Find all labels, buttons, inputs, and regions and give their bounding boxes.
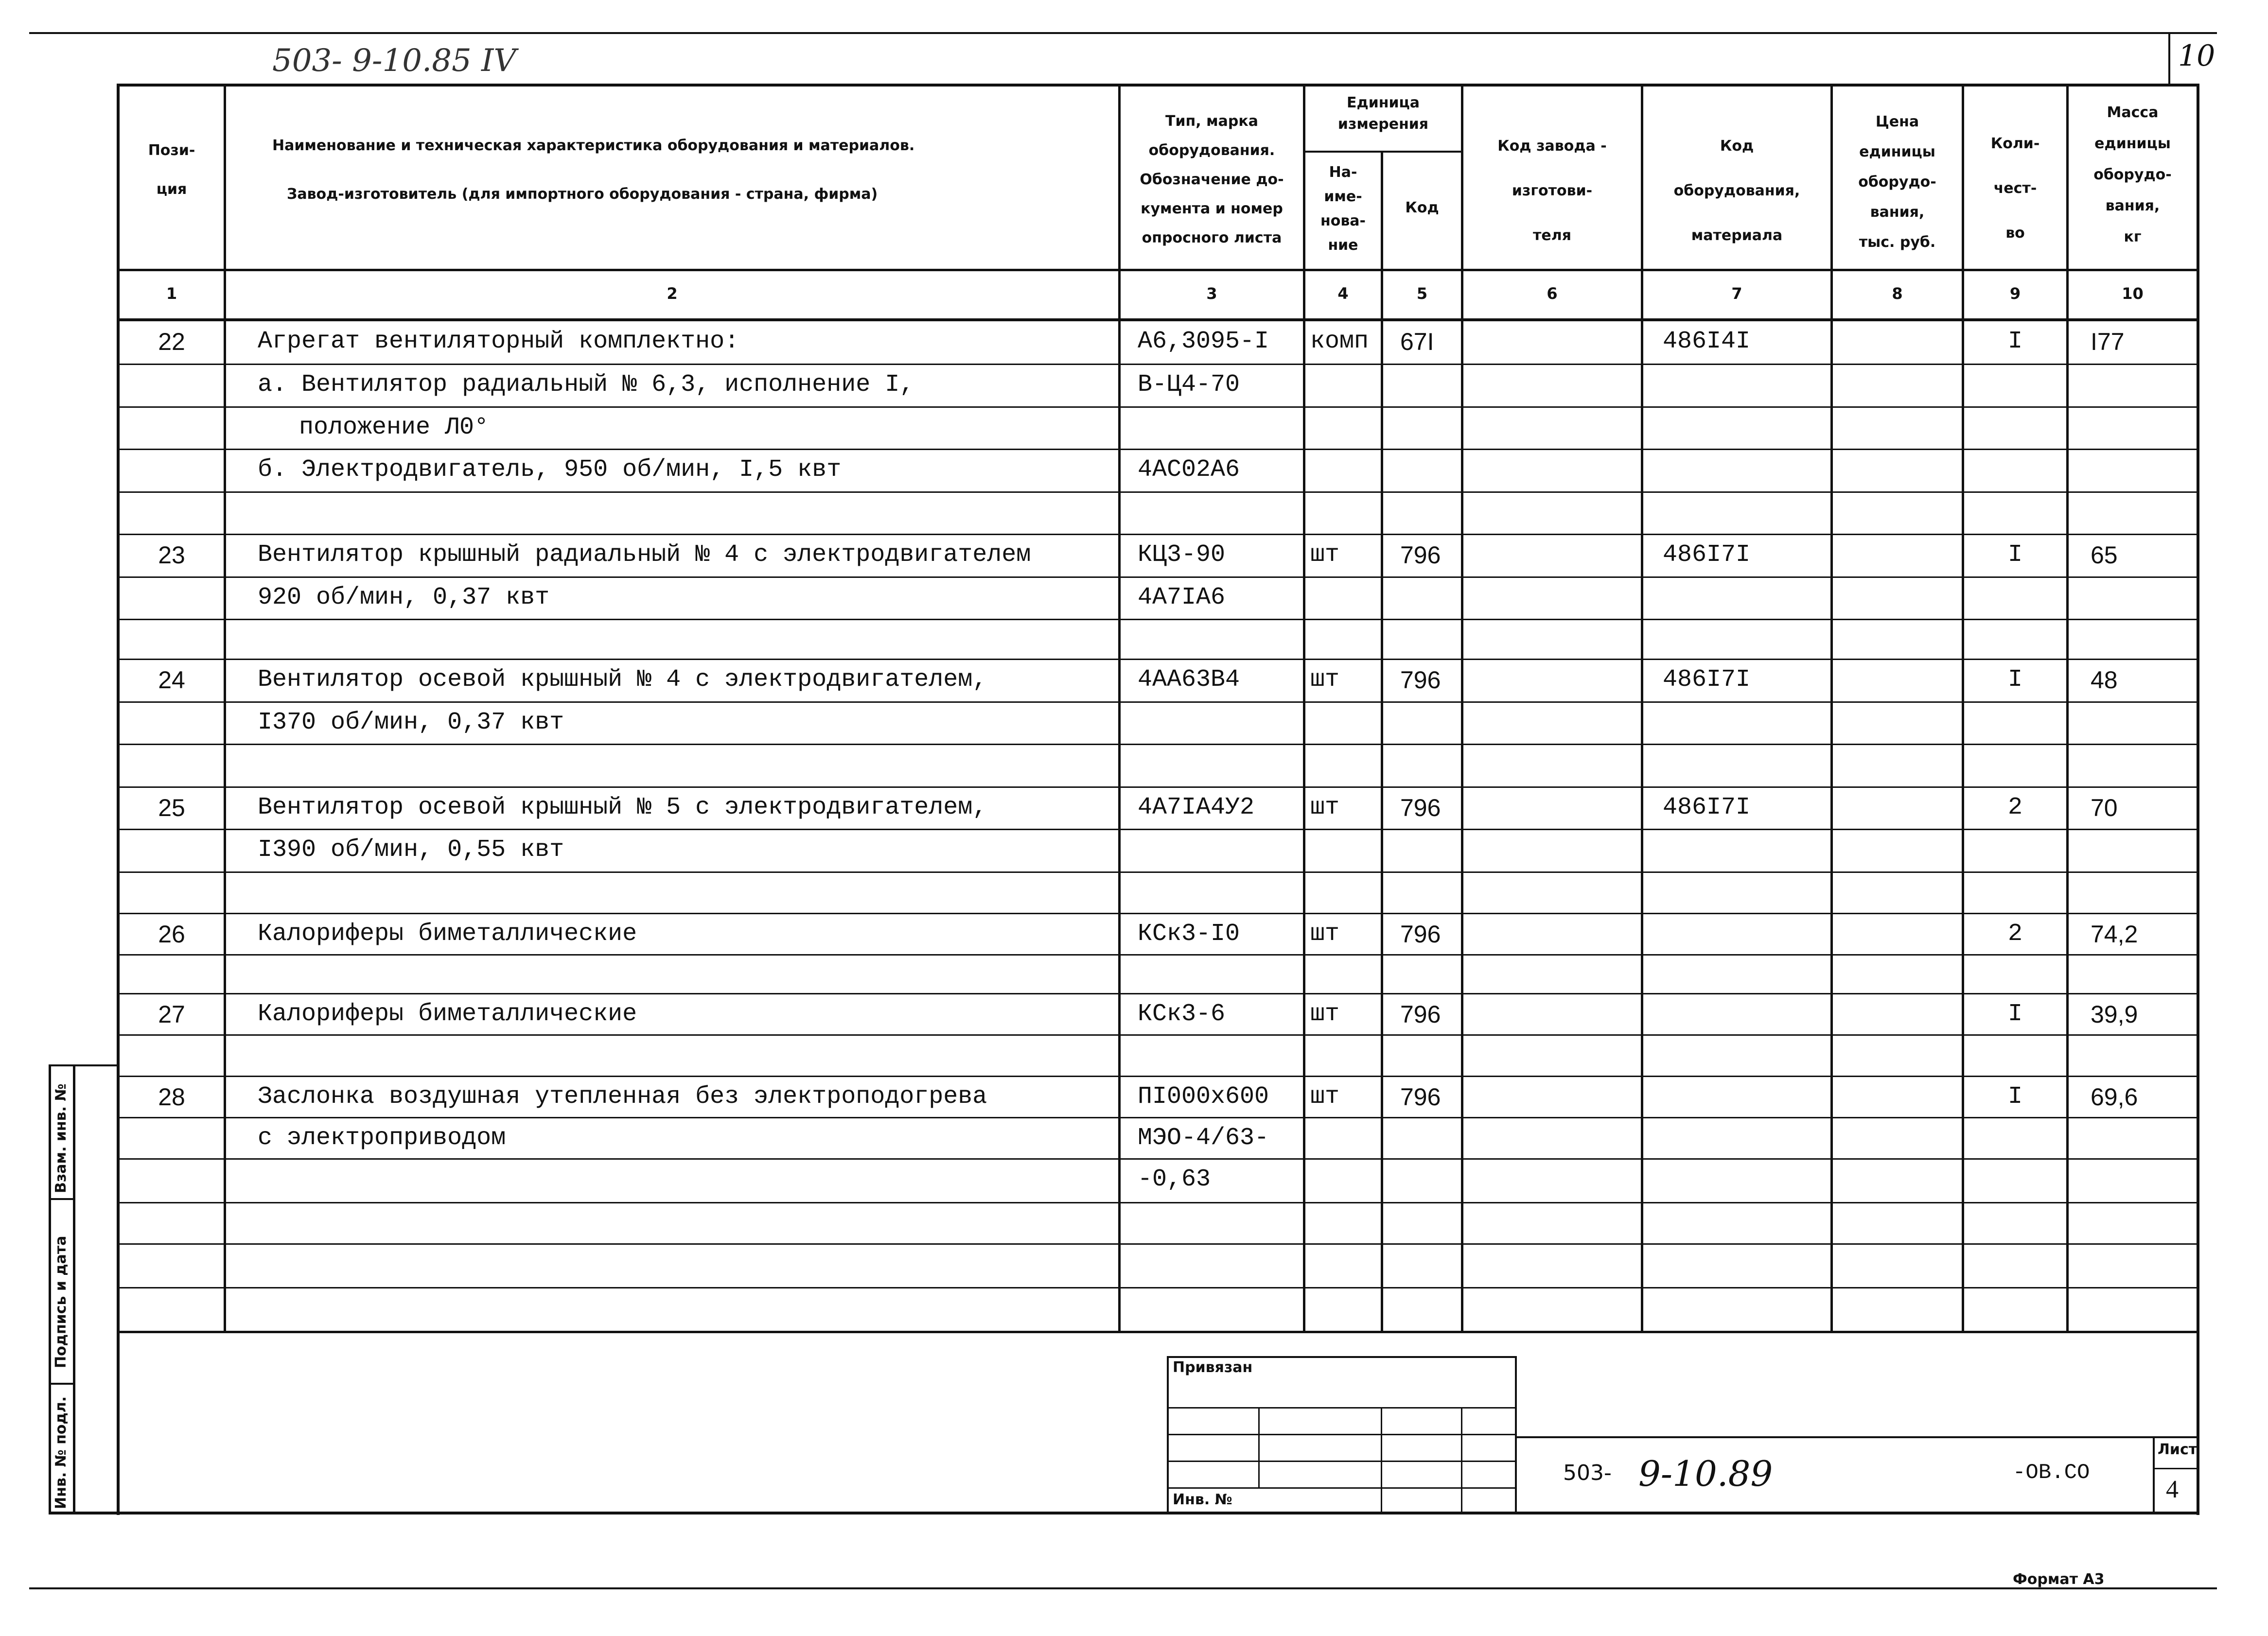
row-12-mass: 70 [2091,794,2118,821]
row-21-type: -0,63 [1138,1166,1211,1193]
row-19-name: Заслонка воздушная утепленная без электроподогрева [258,1083,987,1111]
row-13-name: I390 об/мин, 0,55 квт [258,836,564,864]
side-label-podpis: Подпись и дата [53,1236,70,1368]
row-4-type: 4АС02А6 [1138,456,1240,484]
row-17-code: 796 [1400,1001,1441,1028]
col-number-8: 8 [1892,284,1903,303]
row-9-type: 4АА63В4 [1138,666,1240,694]
row-divider [117,1287,2198,1288]
stamp-doc-code-hand: 9-10.89 [1638,1453,1773,1494]
col-number-4: 4 [1337,284,1349,303]
row-divider [117,659,2198,660]
col-number-1: 1 [166,284,177,303]
row-divider [117,491,2198,493]
row-9-pos: 24 [158,666,185,694]
row-divider [117,913,2198,914]
row-1-type: А6,3095-I [1138,328,1269,355]
row-6-type: КЦ3-90 [1138,541,1226,569]
row-15-qty: 2 [2007,920,2022,948]
row-divider [117,534,2198,535]
stamp-sheet-label: Лист [2158,1441,2198,1458]
col-number-7: 7 [1731,284,1742,303]
header-name-line2: Завод-изготовитель (для импортного оборудования - страна, фирма) [287,186,878,203]
row-12-unit: шт [1310,794,1340,821]
row-divider [117,744,2198,745]
header-unit-name: На- име- нова- ние [1320,164,1366,254]
row-1-pos: 22 [158,328,185,355]
row-divider [117,1202,2198,1203]
row-2-name: а. Вентилятор радиальный № 6,3, исполнение I, [258,371,914,399]
row-9-mat-code: 486I7I [1663,666,1751,694]
row-3-name: положение Л0° [299,414,489,441]
header-unit-code: Код [1405,199,1439,216]
col-number-6: 6 [1547,284,1558,303]
header-position: Пози- ция [148,142,195,198]
row-6-mat-code: 486I7I [1663,541,1751,569]
row-15-pos: 26 [158,921,185,948]
row-divider [117,576,2198,578]
header-material-code: Код оборудования, материала [1673,138,1800,244]
row-9-unit: шт [1310,666,1340,694]
stamp-doc-suffix: -ОВ.СО [2013,1461,2090,1485]
stamp-privyazan: Привязан [1173,1359,1253,1376]
header-plant-code: Код завода - изготови- теля [1497,138,1607,244]
row-6-pos: 23 [158,541,185,569]
col-number-10: 10 [2122,284,2144,303]
corner-sheet-number: 10 [2178,39,2215,73]
row-12-pos: 25 [158,794,185,821]
stamp-doc-prefix: 503- [1563,1461,1612,1485]
row-1-mass: I77 [2091,328,2125,355]
row-12-mat-code: 486I7I [1663,794,1751,821]
row-19-mass: 69,6 [2091,1083,2138,1111]
row-12-name: Вентилятор осевой крышный № 5 с электродвигателем, [258,794,987,821]
header-unit-group: Единица измерения [1337,94,1429,133]
row-divider [117,954,2198,956]
row-9-name: Вентилятор осевой крышный № 4 с электродвигателем, [258,666,987,694]
col-number-2: 2 [667,284,678,303]
row-1-unit: комп [1310,328,1369,355]
row-divider [117,1158,2198,1160]
row-19-unit: шт [1310,1083,1340,1111]
row-7-name: 920 об/мин, 0,37 квт [258,584,550,611]
col-number-5: 5 [1416,284,1428,303]
stamp-inv-no: Инв. № [1173,1491,1232,1508]
row-2-type: В-Ц4-70 [1138,371,1240,399]
header-quantity: Коли- чест- во [1990,135,2040,242]
header-name-line1: Наименование и техническая характеристика оборудования и материалов. [272,137,915,154]
row-15-unit: шт [1310,920,1340,948]
row-17-pos: 27 [158,1001,185,1028]
row-15-name: Калориферы биметаллические [258,920,637,948]
side-label-inv-podl: Инв. № подл. [53,1396,70,1509]
row-divider [117,1243,2198,1245]
row-10-name: I370 об/мин, 0,37 квт [258,709,564,736]
row-6-unit: шт [1310,541,1340,569]
row-20-type: МЭО-4/63- [1138,1124,1269,1152]
row-12-qty: 2 [2007,794,2022,821]
row-6-qty: I [2007,541,2022,569]
row-divider [117,406,2198,408]
row-15-mass: 74,2 [2091,921,2138,948]
row-1-qty: I [2007,328,2022,355]
row-17-type: КСк3-6 [1138,1000,1226,1028]
row-divider [117,829,2198,830]
row-19-type: ПI000х600 [1138,1083,1269,1111]
row-15-type: КСк3-I0 [1138,920,1240,948]
header-price: Цена единицы оборудо- вания, тыс. руб. [1858,113,1936,251]
row-divider [117,1076,2198,1077]
row-divider [117,993,2198,994]
row-6-code: 796 [1400,541,1441,569]
side-label-vzam: Взам. инв. № [53,1083,70,1193]
row-12-code: 796 [1400,794,1441,821]
row-17-qty: I [2007,1000,2022,1028]
row-divider [117,449,2198,450]
row-12-type: 4А7IА4У2 [1138,794,1255,821]
row-1-code: 67I [1400,328,1434,355]
row-1-name: Агрегат вентиляторный комплектно: [258,328,739,355]
row-9-code: 796 [1400,666,1441,694]
row-17-name: Калориферы биметаллические [258,1000,637,1028]
header-type: Тип, марка оборудования. Обозначение до- кумента и номер опросного листа [1140,113,1284,246]
row-19-pos: 28 [158,1083,185,1111]
row-6-mass: 65 [2091,541,2118,569]
row-6-name: Вентилятор крышный радиальный № 4 с электродвигателем [258,541,1031,569]
row-9-mass: 48 [2091,666,2118,694]
stamp-sheet-value: 4 [2166,1476,2179,1503]
format-label: Формат А3 [2013,1571,2105,1588]
row-divider [117,871,2198,873]
row-divider [117,701,2198,703]
row-9-qty: I [2007,666,2022,694]
row-4-name: б. Электродвигатель, 950 об/мин, I,5 квт [258,456,842,484]
row-divider [117,1034,2198,1036]
row-divider [117,619,2198,620]
row-divider [117,1117,2198,1118]
row-1-mat-code: 486I4I [1663,328,1751,355]
row-7-type: 4А7IА6 [1138,584,1226,611]
row-17-mass: 39,9 [2091,1001,2138,1028]
row-20-name: с электроприводом [258,1124,506,1152]
row-divider [117,364,2198,365]
row-17-unit: шт [1310,1000,1340,1028]
col-number-3: 3 [1206,284,1217,303]
row-19-code: 796 [1400,1083,1441,1111]
handwritten-doc-code: 503- 9-10.85 IV [272,43,516,79]
header-mass: Масса единицы оборудо- вания, кг [2093,104,2172,245]
row-19-qty: I [2007,1083,2022,1111]
col-number-9: 9 [2009,284,2021,303]
row-15-code: 796 [1400,921,1441,948]
row-divider [117,786,2198,788]
